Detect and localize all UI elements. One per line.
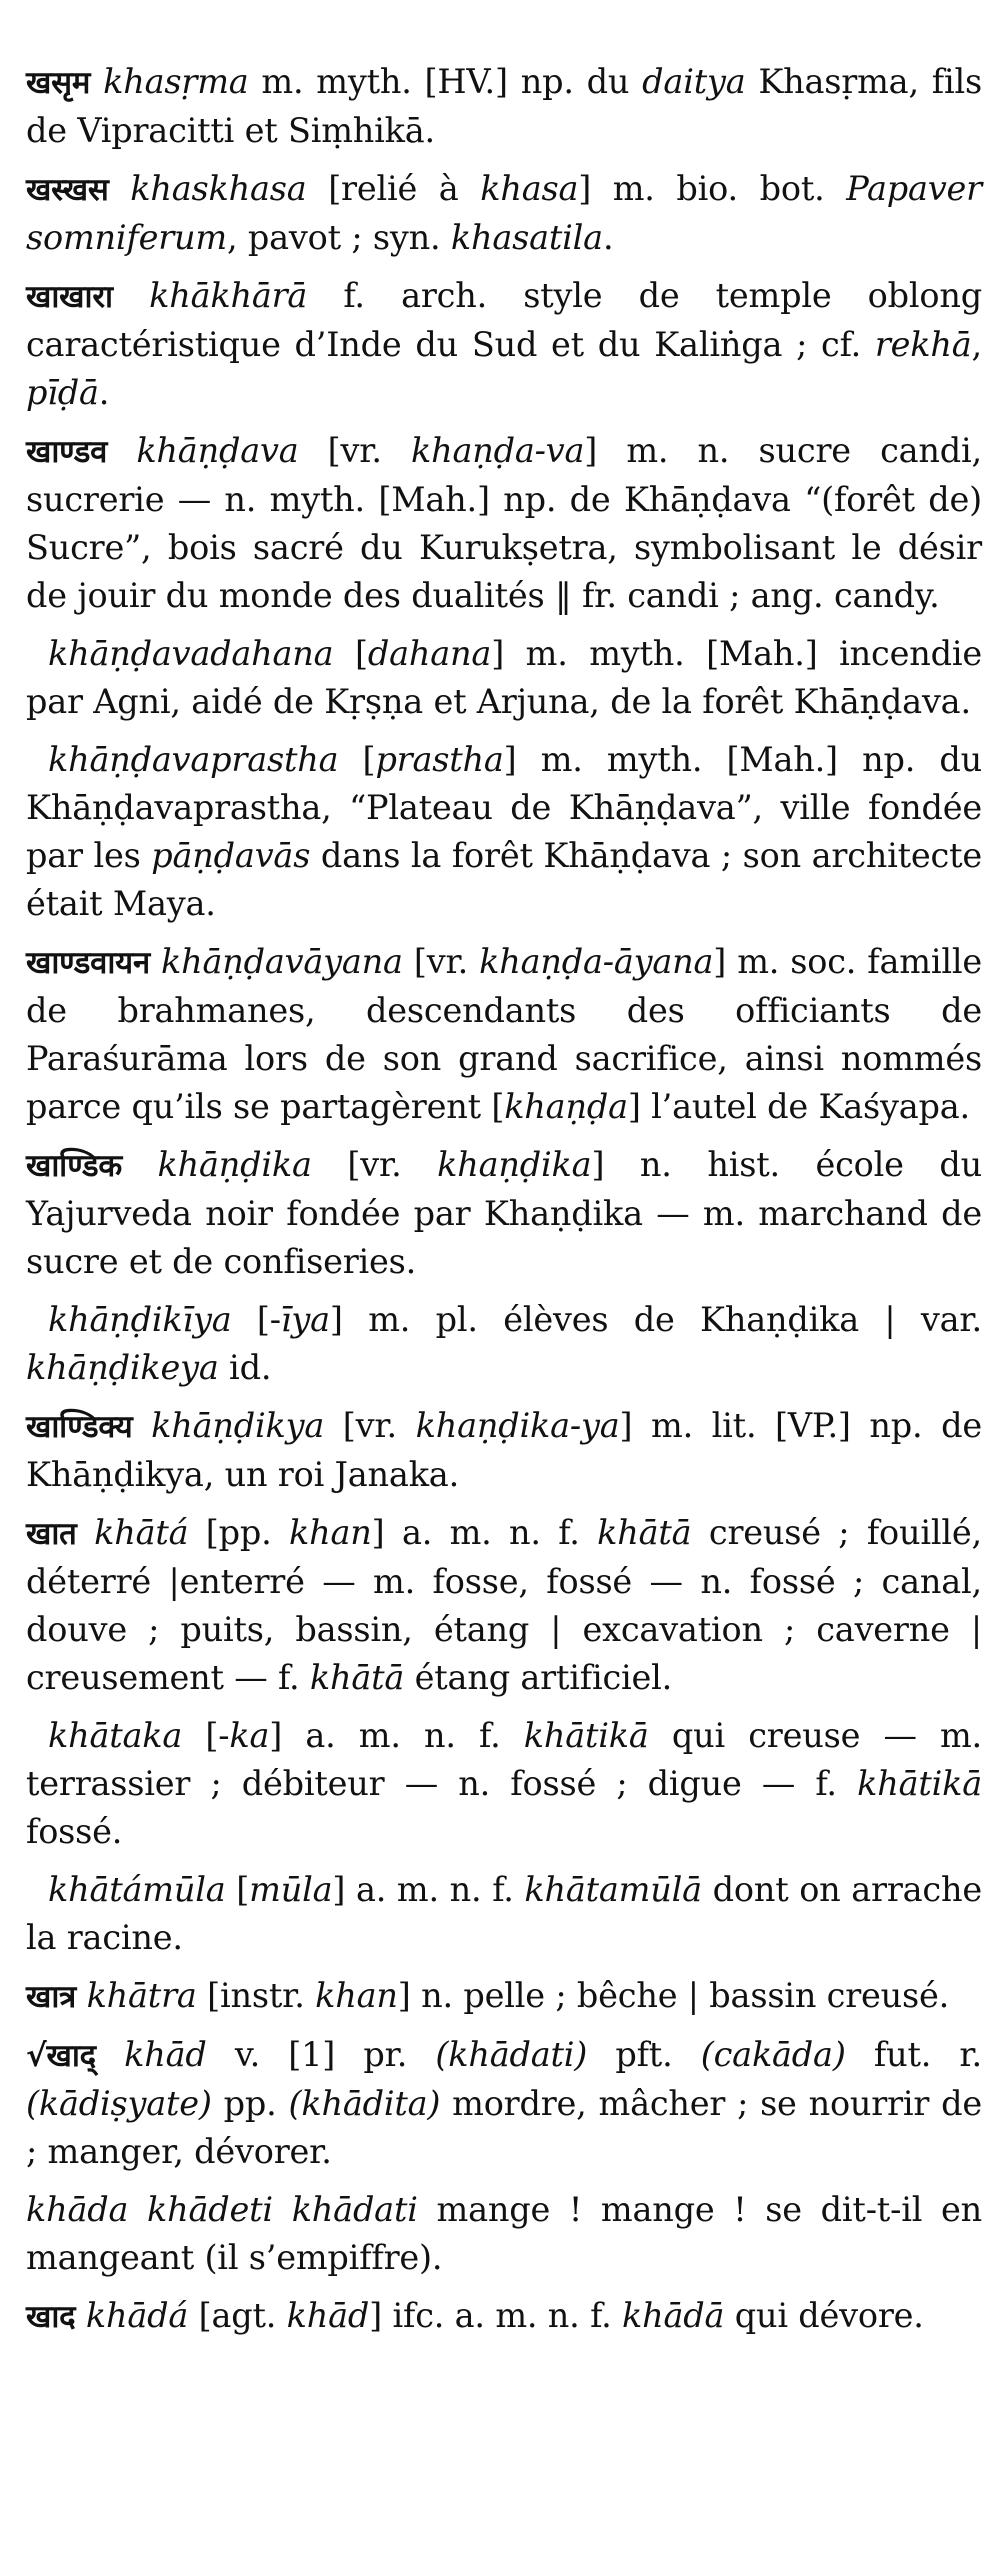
sub-entry	[26, 1296, 982, 1392]
definition-text: ] a. m. n. f.	[269, 1716, 524, 1755]
italic-term: khātaka	[48, 1716, 183, 1755]
definition-text: ,	[971, 325, 982, 364]
italic-term: khāṇḍikīya	[48, 1300, 232, 1339]
dictionary-entry	[26, 272, 982, 417]
italic-term: khan	[315, 1976, 398, 2015]
headword-devanagari: खाण्डव	[26, 434, 108, 470]
sub-entry	[26, 630, 982, 726]
definition-text: ] ifc. a. m. n. f.	[369, 2296, 622, 2335]
definition-text: ] m. bio. bot.	[578, 169, 847, 208]
dictionary-entry	[26, 1402, 982, 1499]
headword-devanagari: √खाद्	[26, 2038, 96, 2074]
definition-text: fut. r.	[845, 2035, 982, 2074]
headword-devanagari: खात	[26, 1516, 77, 1552]
dictionary-entry	[26, 1141, 982, 1286]
definition-text: ] m. myth. [Mah.] incendie par Agni, aidé de Kṛṣṇa et Arjuna, de la forêt Khāṇḍava.	[26, 634, 982, 721]
headword-devanagari: खाण्डवायन	[26, 945, 150, 981]
italic-term: khan	[289, 1513, 372, 1552]
italic-term: khātá	[94, 1513, 189, 1552]
definition-text: [pp.	[188, 1513, 290, 1552]
definition-text: [vr.	[311, 1145, 438, 1184]
italic-term: pāṇḍavās	[151, 836, 311, 875]
definition-text: [	[338, 740, 376, 779]
italic-term: khāṇḍavadahana	[48, 634, 334, 673]
dictionary-entry	[26, 1972, 982, 2021]
dictionary-entry	[26, 938, 982, 1131]
definition-text: qui dévore.	[724, 2296, 924, 2335]
definition-text: mordre, mâcher ; se nourrir de ; manger, dévorer.	[26, 2084, 983, 2171]
definition-text: fossé.	[26, 1812, 123, 1851]
italic-term: khākhārā	[149, 276, 308, 315]
italic-term: (kādiṣyate)	[26, 2084, 212, 2123]
italic-term: ka	[229, 1716, 270, 1755]
italic-term: khātamūlā	[524, 1870, 702, 1909]
dictionary-entry	[26, 2031, 982, 2176]
definition-text: [relié à	[306, 169, 481, 208]
definition-text: étang artificiel.	[404, 1658, 673, 1697]
italic-term: khaṇḍa-āyana	[479, 942, 714, 981]
definition-text: pft.	[587, 2035, 701, 2074]
italic-term: dahana	[367, 634, 492, 673]
definition-text: m. myth. [HV.] np. du	[248, 62, 643, 101]
definition-text: [vr.	[402, 942, 480, 981]
headword-devanagari: खाण्डिक	[26, 1148, 122, 1184]
sub-entry	[26, 1866, 982, 1962]
definition-text: [instr.	[196, 1976, 316, 2015]
definition-text: ] a. m. n. f.	[371, 1513, 598, 1552]
dictionary-entry	[26, 1509, 982, 1702]
italic-term: khasa	[480, 169, 579, 208]
italic-term: khaṇḍika	[437, 1145, 592, 1184]
italic-term: (khādita)	[288, 2084, 441, 2123]
italic-term: khātikā	[523, 1716, 649, 1755]
italic-term: rekhā	[874, 325, 972, 364]
definition-text	[109, 169, 131, 208]
italic-term: khātikā	[857, 1764, 982, 1803]
dictionary-entry	[26, 2292, 982, 2341]
definition-text: , pavot ; syn.	[227, 218, 451, 257]
definition-text: dans la forêt Khāṇḍava ; son architecte était Maya.	[26, 836, 983, 923]
dictionary-entry	[26, 165, 982, 262]
definition-text: ] n. pelle ; bêche | bassin creusé.	[397, 1976, 950, 2015]
definition-text: mange ! mange ! se dit-t-il en mangeant (il s’empiffre).	[26, 2190, 982, 2277]
definition-text: ] m. n. sucre candi, sucrerie — n. myth. [Mah.] np. de Khāṇḍava “(forêt de) Sucre”, bois sacré du Kurukṣetra, symbolisant le désir de jouir du monde des dualités ‖ fr. candi ; ang. candy.	[26, 431, 982, 615]
italic-term: khaṇḍa	[504, 1087, 628, 1126]
definition-text: Khasṛma, fils de Vipracitti et Siṃhikā.	[26, 62, 982, 150]
italic-term: khātámūla	[48, 1870, 226, 1909]
definition-text	[96, 2035, 124, 2074]
definition-text: ] m. myth. [Mah.] np. du Khāṇḍavaprastha, “Plateau de Khāṇḍava”, ville fondée par les	[26, 740, 982, 875]
definition-text: f. arch. style de temple oblong caractéristique d’Inde du Sud et du Kaliṅga ; cf.	[26, 276, 983, 364]
italic-term: khātra	[86, 1976, 197, 2015]
definition-text: pp.	[211, 2084, 289, 2123]
headword-devanagari: खस्खस	[26, 172, 109, 208]
italic-term: khāṇḍika	[157, 1145, 312, 1184]
definition-text: ] n. hist. école du Yajurveda noir fondée par Khaṇḍika — m. marchand de sucre et de confiseries.	[26, 1145, 983, 1281]
definition-text	[75, 2296, 85, 2335]
italic-term: khāṇḍavāyana	[161, 942, 403, 981]
definition-text: [vr.	[298, 431, 412, 470]
headword-devanagari: खसृम	[26, 65, 91, 101]
definition-text	[107, 431, 136, 470]
definition-text: [-	[182, 1716, 230, 1755]
italic-term: prastha	[375, 740, 504, 779]
sub-entry	[26, 1712, 982, 1856]
definition-text	[133, 1406, 152, 1445]
definition-text: .	[98, 373, 110, 412]
definition-text	[122, 1145, 158, 1184]
italic-term: khād	[286, 2296, 370, 2335]
italic-term: khaṇḍa-va	[411, 431, 585, 470]
headword-devanagari: खाखारा	[26, 279, 113, 315]
definition-text	[90, 62, 103, 101]
definition-text: [agt.	[188, 2296, 287, 2335]
definition-text: [vr.	[324, 1406, 416, 1445]
italic-term: khasatila	[450, 218, 603, 257]
headword-devanagari: खात्र	[26, 1979, 77, 2015]
italic-term: khāṇḍavaprastha	[48, 740, 339, 779]
italic-term: daitya	[642, 62, 746, 101]
italic-term: khādā	[621, 2296, 725, 2335]
italic-term: khasṛma	[103, 62, 249, 101]
italic-term: khāda khādeti khādati	[26, 2190, 418, 2229]
italic-term: khāṇḍava	[136, 431, 299, 470]
italic-term: Papaver somniferum	[26, 169, 982, 257]
definition-text: ] m. soc. famille de brahmanes, descendants des officiants de Paraśurāma lors de son grand sacrifice, ainsi nommés parce qu’ils se partagèrent [	[26, 942, 982, 1126]
definition-text: v. [1] pr.	[206, 2035, 436, 2074]
definition-text: [-	[231, 1300, 281, 1339]
dictionary-entry	[26, 427, 982, 620]
definition-text: ] m. lit. [VP.] np. de Khāṇḍikya, un roi Janaka.	[26, 1406, 982, 1494]
definition-text: ] l’autel de Kaśyapa.	[627, 1087, 970, 1126]
italic-term: khaṇḍika-ya	[415, 1406, 620, 1445]
definition-text: [	[225, 1870, 250, 1909]
definition-text: qui creuse — m. terrassier ; débiteur — n. fossé ; digue — f.	[26, 1716, 982, 1803]
italic-term: khātā	[309, 1658, 405, 1697]
definition-text	[113, 276, 149, 315]
dictionary-entry	[26, 58, 982, 155]
definition-text	[77, 1513, 94, 1552]
definition-text: dont on arrache la racine.	[26, 1870, 982, 1957]
definition-text: .	[602, 218, 614, 257]
definition-text: ] m. pl. élèves de Khaṇḍika | var.	[329, 1300, 982, 1339]
definition-text	[76, 1976, 86, 2015]
entry-list	[26, 58, 982, 2341]
definition-text	[150, 942, 161, 981]
italic-term: (cakāda)	[700, 2035, 846, 2074]
definition-text: id.	[218, 1348, 272, 1387]
definition-text: ] a. m. n. f.	[332, 1870, 525, 1909]
italic-term: khaskhasa	[130, 169, 307, 208]
sub-entry	[26, 736, 982, 928]
italic-term: khādá	[85, 2296, 189, 2335]
italic-term: khād	[124, 2035, 207, 2074]
dictionary-entry	[26, 2186, 982, 2282]
italic-term: khātā	[597, 1513, 692, 1552]
definition-text: creusé ; fouillé, déterré |enterré — m. fosse, fossé — n. fossé ; canal, douve ; puits, bassin, étang | excavation ; caverne | creusement — f.	[26, 1513, 982, 1697]
italic-term: mūla	[249, 1870, 333, 1909]
italic-term: khāṇḍikeya	[26, 1348, 219, 1387]
italic-term: (khādati)	[435, 2035, 588, 2074]
headword-devanagari: खाण्डिक्य	[26, 1409, 133, 1445]
definition-text: [	[333, 634, 368, 673]
italic-term: pīḍā	[26, 373, 99, 412]
headword-devanagari: खाद	[26, 2299, 76, 2335]
italic-term: īya	[280, 1300, 330, 1339]
italic-term: khāṇḍikya	[151, 1406, 325, 1445]
